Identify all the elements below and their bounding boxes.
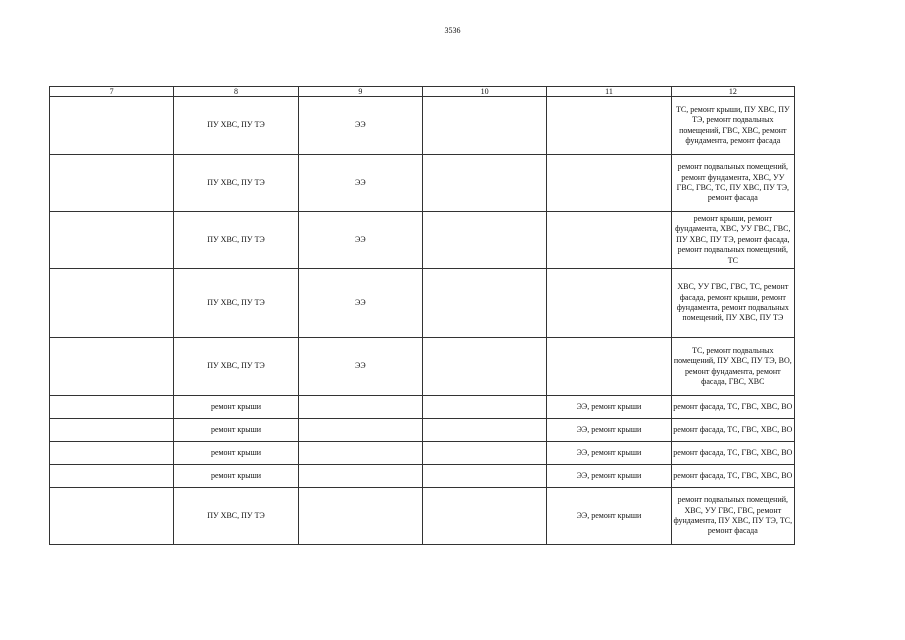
cell-col-7: [50, 419, 174, 442]
table-row: [50, 419, 795, 442]
cell-col-9: [298, 419, 422, 442]
cell-col-9: ЭЭ: [298, 155, 422, 212]
cell-col-8: ПУ ХВС, ПУ ТЭ: [174, 488, 298, 545]
table-row: [50, 442, 795, 465]
cell-col-7: [50, 269, 174, 338]
cell-col-8: ПУ ХВС, ПУ ТЭ: [174, 269, 298, 338]
cell-col-8: ПУ ХВС, ПУ ТЭ: [174, 212, 298, 269]
cell-col-7: [50, 212, 174, 269]
cell-col-11: [547, 97, 671, 155]
cell-col-8: ПУ ХВС, ПУ ТЭ: [174, 338, 298, 396]
table-row: [50, 338, 795, 396]
header-cell-9: 9: [298, 87, 422, 97]
cell-col-11: [547, 212, 671, 269]
table-row: [50, 396, 795, 419]
cell-col-11: [547, 155, 671, 212]
cell-col-8: ПУ ХВС, ПУ ТЭ: [174, 97, 298, 155]
cell-col-10: [422, 212, 546, 269]
cell-col-7: [50, 396, 174, 419]
cell-col-11: ЭЭ, ремонт крыши: [547, 396, 671, 419]
cell-col-12: ремонт фасада, ТС, ГВС, ХВС, ВО: [671, 419, 794, 442]
cell-col-9: [298, 465, 422, 488]
cell-col-12: ремонт крыши, ремонт фундамента, ХВС, УУ ГВС, ГВС, ПУ ХВС, ПУ ТЭ, ремонт фасада, ремонт подвальных помещений, ТС: [671, 212, 794, 269]
table-row: [50, 212, 795, 269]
cell-col-11: ЭЭ, ремонт крыши: [547, 419, 671, 442]
cell-col-10: [422, 269, 546, 338]
table-row: [50, 488, 795, 545]
cell-col-10: [422, 338, 546, 396]
cell-col-7: [50, 338, 174, 396]
data-table: [49, 86, 795, 545]
cell-col-9: ЭЭ: [298, 269, 422, 338]
cell-col-12: ремонт фасада, ТС, ГВС, ХВС, ВО: [671, 442, 794, 465]
header-cell-10: 10: [422, 87, 546, 97]
cell-col-11: [547, 338, 671, 396]
cell-col-9: [298, 442, 422, 465]
cell-col-10: [422, 419, 546, 442]
cell-col-10: [422, 488, 546, 545]
cell-col-12: ремонт фасада, ТС, ГВС, ХВС, ВО: [671, 396, 794, 419]
cell-col-10: [422, 97, 546, 155]
cell-col-12: ремонт подвальных помещений, ремонт фундамента, ХВС, УУ ГВС, ГВС, ТС, ПУ ХВС, ПУ ТЭ, ремонт фасада: [671, 155, 794, 212]
cell-col-9: ЭЭ: [298, 338, 422, 396]
cell-col-10: [422, 155, 546, 212]
cell-col-10: [422, 396, 546, 419]
cell-col-7: [50, 97, 174, 155]
header-cell-7: 7: [50, 87, 174, 97]
cell-col-7: [50, 442, 174, 465]
cell-col-10: [422, 465, 546, 488]
cell-col-8: ПУ ХВС, ПУ ТЭ: [174, 155, 298, 212]
cell-col-11: ЭЭ, ремонт крыши: [547, 488, 671, 545]
cell-col-9: ЭЭ: [298, 212, 422, 269]
cell-col-9: [298, 396, 422, 419]
cell-col-8: ремонт крыши: [174, 396, 298, 419]
page-number: 3536: [444, 26, 461, 35]
cell-col-11: [547, 269, 671, 338]
table-row: [50, 97, 795, 155]
cell-col-8: ремонт крыши: [174, 465, 298, 488]
header-cell-12: 12: [671, 87, 794, 97]
table-row: [50, 155, 795, 212]
cell-col-8: ремонт крыши: [174, 442, 298, 465]
table-row: [50, 465, 795, 488]
header-row: [50, 87, 795, 97]
cell-col-9: ЭЭ: [298, 97, 422, 155]
cell-col-12: ремонт подвальных помещений, ХВС, УУ ГВС, ГВС, ремонт фундамента, ПУ ХВС, ПУ ТЭ, ТС, ремонт фасада: [671, 488, 794, 545]
cell-col-7: [50, 465, 174, 488]
cell-col-12: ХВС, УУ ГВС, ГВС, ТС, ремонт фасада, ремонт крыши, ремонт фундамента, ремонт подвальных помещений, ПУ ХВС, ПУ ТЭ: [671, 269, 794, 338]
cell-col-10: [422, 442, 546, 465]
cell-col-11: ЭЭ, ремонт крыши: [547, 442, 671, 465]
cell-col-12: ТС, ремонт крыши, ПУ ХВС, ПУ ТЭ, ремонт подвальных помещений, ГВС, ХВС, ремонт фундамента, ремонт фасада: [671, 97, 794, 155]
table-row: [50, 269, 795, 338]
cell-col-9: [298, 488, 422, 545]
cell-col-7: [50, 155, 174, 212]
cell-col-12: ТС, ремонт подвальных помещений, ПУ ХВС, ПУ ТЭ, ВО, ремонт фундамента, ремонт фасада, ГВС, ХВС: [671, 338, 794, 396]
cell-col-12: ремонт фасада, ТС, ГВС, ХВС, ВО: [671, 465, 794, 488]
cell-col-8: ремонт крыши: [174, 419, 298, 442]
cell-col-11: ЭЭ, ремонт крыши: [547, 465, 671, 488]
header-cell-11: 11: [547, 87, 671, 97]
cell-col-7: [50, 488, 174, 545]
header-cell-8: 8: [174, 87, 298, 97]
